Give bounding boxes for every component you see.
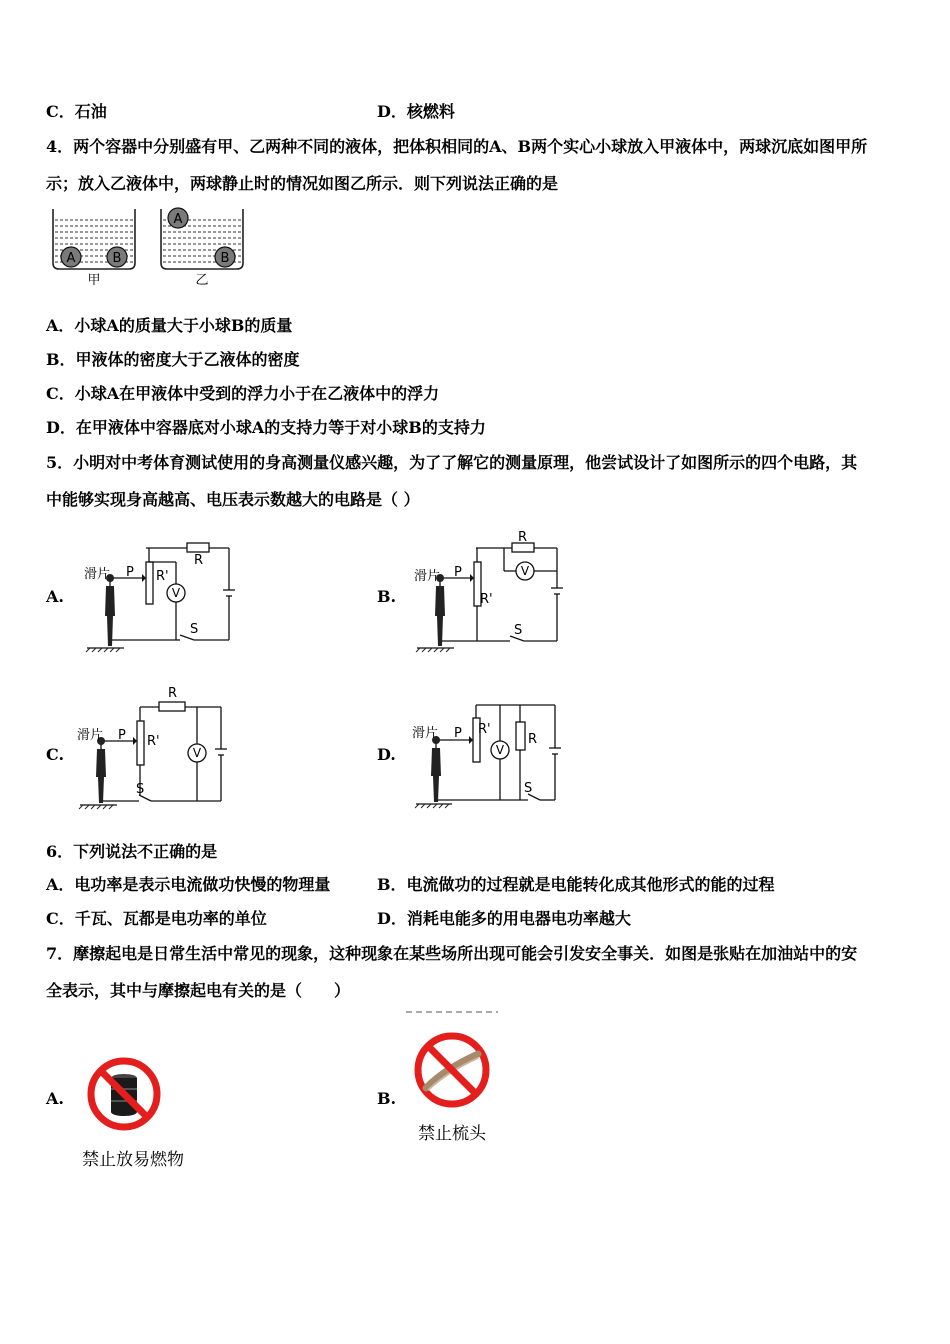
circuit-b	[412, 528, 572, 652]
q5-stem-line1: 5．小明对中考体育测试使用的身高测量仪感兴趣，为了了解它的测量原理，他尝试设计了如图所示的四个电路，其	[46, 453, 858, 472]
beaker-jia	[53, 209, 135, 288]
q6-option-d: D．消耗电能多的用电器电功率越大	[377, 909, 631, 928]
resistor-r	[159, 702, 185, 711]
beaker-yi	[161, 208, 243, 288]
q7-stem-line2: 全表示，其中与摩擦起电有关的是（ ）	[46, 981, 351, 1000]
rprime-label: R'	[147, 734, 160, 749]
resistor-r	[516, 722, 525, 750]
q6-stem: 6．下列说法不正确的是	[46, 842, 218, 861]
q4-option-a: A．小球A的质量大于小球B的质量	[46, 316, 293, 335]
ball-b-label: B	[220, 251, 230, 266]
slider-label: 滑片	[84, 567, 111, 582]
beaker-jia-label: 甲	[87, 273, 101, 288]
r-label: R	[168, 686, 178, 701]
switch-label: S	[514, 623, 523, 638]
rheostat-rprime	[146, 562, 153, 604]
no-flammables-sign-icon	[86, 1056, 162, 1132]
q7-letter-b: B.	[377, 1089, 397, 1108]
q3-option-d: D．核燃料	[377, 102, 455, 121]
q4-stem-line1: 4．两个容器中分别盛有甲、乙两种不同的液体，把体积相同的A、B两个实心小球放入甲液体中，两球沉底如图甲所	[46, 137, 868, 156]
circuit-a	[82, 540, 242, 652]
q5-letter-d: D.	[377, 745, 396, 764]
q5-letter-c: C.	[46, 745, 65, 764]
slider-p-label: P	[454, 726, 462, 741]
q5-letter-b: B.	[377, 587, 397, 606]
rprime-label: R'	[480, 592, 493, 607]
q4-option-d: D．在甲液体中容器底对小球A的支持力等于对小球B的支持力	[46, 418, 486, 437]
switch-label: S	[190, 622, 199, 637]
q7-letter-a: A.	[46, 1089, 64, 1108]
q6-option-a: A．电功率是表示电流做功快慢的物理量	[46, 875, 331, 894]
switch-label: S	[524, 781, 533, 796]
rprime-label: R'	[156, 569, 169, 584]
rheostat-rprime	[137, 721, 144, 765]
slider-p-label: P	[118, 728, 126, 743]
circuit-d	[412, 700, 572, 812]
q4-option-c: C．小球A在甲液体中受到的浮力小于在乙液体中的浮力	[46, 384, 440, 403]
q7-stem-line1: 7．摩擦起电是日常生活中常见的现象，这种现象在某些场所出现可能会引发安全事关．如图是张贴在加油站中的安	[46, 944, 858, 963]
q3-option-c: C．石油	[46, 102, 107, 121]
slider-p-label: P	[454, 565, 462, 580]
q6-option-c: C．千瓦、瓦都是电功率的单位	[46, 909, 267, 928]
top-cropped-strip	[402, 1008, 500, 1016]
q4-option-b: B．甲液体的密度大于乙液体的密度	[46, 350, 300, 369]
slider-p-label: P	[126, 565, 134, 580]
ball-b-label: B	[112, 251, 122, 266]
slider-label: 滑片	[412, 726, 439, 741]
slider-label: 滑片	[414, 569, 441, 584]
r-label: R	[518, 530, 528, 545]
sign-b-caption: 禁止梳头	[418, 1124, 486, 1144]
r-label: R	[528, 732, 538, 747]
ball-a-label: A	[173, 212, 183, 227]
circuit-c	[75, 685, 235, 809]
q5-stem-line2: 中能够实现身高越高、电压表示数越大的电路是（ ）	[46, 490, 420, 509]
q5-letter-a: A.	[46, 587, 64, 606]
voltmeter-label: V	[171, 586, 181, 600]
sign-a-caption: 禁止放易燃物	[82, 1150, 184, 1170]
slider-label: 滑片	[77, 728, 104, 743]
rprime-label: R'	[478, 722, 491, 737]
resistor-r	[187, 543, 209, 552]
voltmeter-label: V	[192, 746, 202, 760]
voltmeter-label: V	[495, 743, 505, 757]
no-combing-sign-icon	[412, 1030, 492, 1110]
r-label: R	[194, 553, 204, 568]
q4-stem-line2: 示；放入乙液体中，两球静止时的情况如图乙所示．则下列说法正确的是	[46, 174, 559, 193]
q6-option-b: B．电流做功的过程就是电能转化成其他形式的能的过程	[377, 875, 775, 894]
q4-beakers-figure	[50, 205, 250, 287]
beaker-yi-label: 乙	[195, 273, 209, 288]
switch-label: S	[136, 782, 145, 797]
ball-a-label: A	[66, 251, 76, 266]
voltmeter-label: V	[520, 564, 530, 578]
